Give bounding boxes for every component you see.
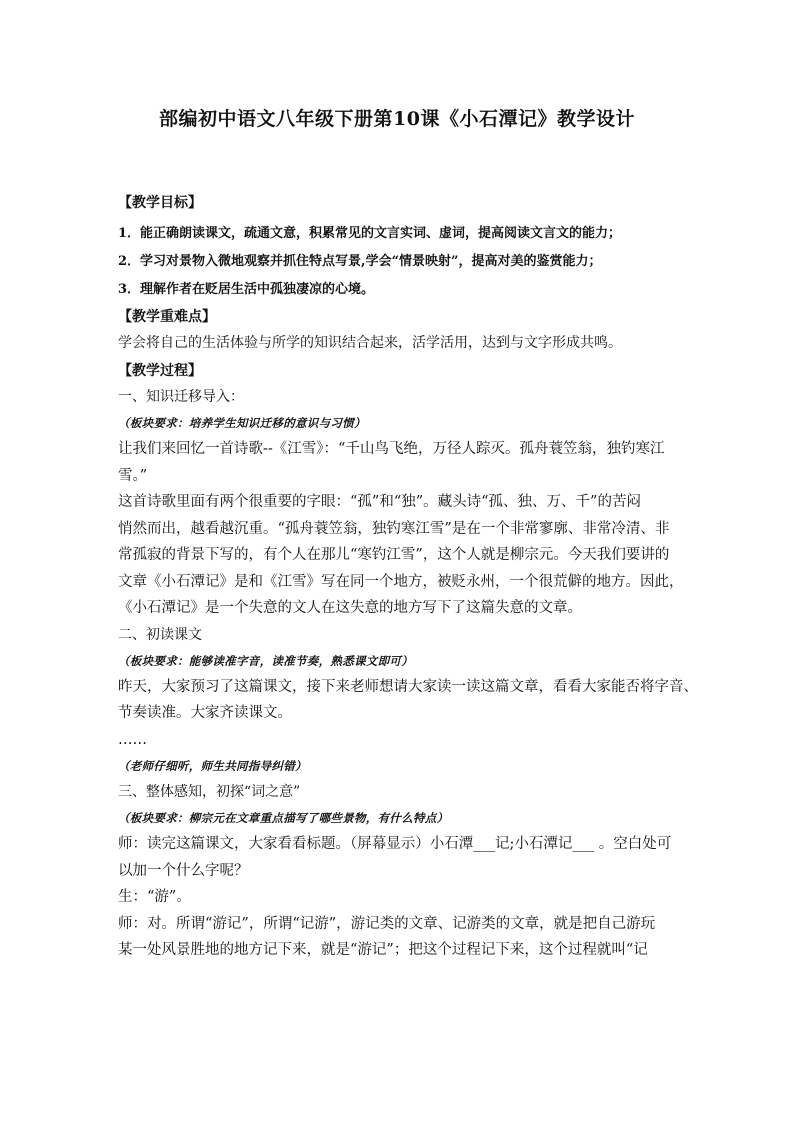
paragraph-line: 师：对。所谓“游记”，所谓“记游”，游记类的文章、记游类的文章，就是把自己游玩 xyxy=(118,915,656,932)
part2-title: 二、初读课文 xyxy=(118,626,202,643)
paragraph-line: 昨天，大家预习了这篇课文，接下来老师想请大家读一读这篇文章，看看大家能否将字音、 xyxy=(118,678,698,695)
paragraph-line: 这首诗歌里面有两个很重要的字眼：“孤”和“独”。藏头诗“孤、独、万、千”的苦闷 xyxy=(118,494,641,510)
goals-heading: 【教学目标】 xyxy=(118,195,202,211)
document-body xyxy=(118,190,698,964)
paragraph-line: 《小石潭记》是一个失意的文人在这失意的地方写下了这篇失意的文章。 xyxy=(118,600,582,616)
paragraph-line: 某一处风景胜地的地方记下来，就是“游记”；把这个过程记下来，这个过程就叫“记 xyxy=(118,942,648,958)
paragraph-line: 让我们来回忆一首诗歌--《江雪》：“千山鸟飞绝，万径人踪灭。孤舟蓑笠翁，独钓寒江 xyxy=(118,441,665,457)
paragraph-line: 悄然而出，越看越沉重。“孤舟蓑笠翁，独钓寒江雪”是在一个非常寥廓、非常冷清、非 xyxy=(118,520,670,537)
paragraph-line: 雪。” xyxy=(118,467,148,484)
document-title: 部编初中语文八年级下册第10课《小石潭记》教学设计 xyxy=(159,108,635,130)
goal-item: 2．学习对景物入微地观察并抓住特点写景,学会“情景映射”，提高对美的鉴赏能力； xyxy=(118,254,602,269)
part1-title: 一、知识迁移导入： xyxy=(118,389,244,405)
paragraph-line: …… xyxy=(118,731,147,748)
part3-requirement: （板块要求：柳宗元在文章重点描写了哪些景物，有什么特点） xyxy=(118,811,449,825)
goal-item: 3．理解作者在贬居生活中孤独凄凉的心境。 xyxy=(118,282,375,297)
paragraph-line: 以加一个什么字呢？ xyxy=(118,862,249,879)
paragraph-line: 节奏读准。大家齐读课文。 xyxy=(118,705,292,721)
part2-requirement: （板块要求：能够读准字音，读准节奏，熟悉课文即可） xyxy=(118,653,413,668)
key-text: 学会将自己的生活体验与所学的知识结合起来，活学活用，达到与文字形成共鸣。 xyxy=(118,335,622,351)
paragraph-line: 生：“游”。 xyxy=(118,889,191,905)
key-heading: 【教学重难点】 xyxy=(118,309,216,325)
part2-note: （老师仔细听，师生共同指导纠错） xyxy=(118,759,307,773)
part1-requirement: （板块要求：培养学生知识迁移的意识与习惯） xyxy=(118,416,366,430)
paragraph-line: 常孤寂的背景下写的，有个人在那儿“寒钓江雪”，这个人就是柳宗元。今天我们要讲的 xyxy=(118,547,670,563)
paragraph-line: 文章《小石潭记》是和《江雪》写在同一个地方，被贬永州，一个很荒僻的地方。因此， xyxy=(118,573,684,590)
process-heading: 【教学过程】 xyxy=(118,363,202,379)
goal-item: 1．能正确朗读课文，疏通文意，积累常见的文言实词、虚词，提高阅读文言文的能力； xyxy=(118,226,622,241)
part3-title: 三、整体感知，初探“词之意” xyxy=(118,784,301,800)
paragraph-line: 师：读完这篇课文，大家看看标题。（屏幕显示）小石潭___记;小石潭记___ 。空白处可 xyxy=(118,836,672,852)
